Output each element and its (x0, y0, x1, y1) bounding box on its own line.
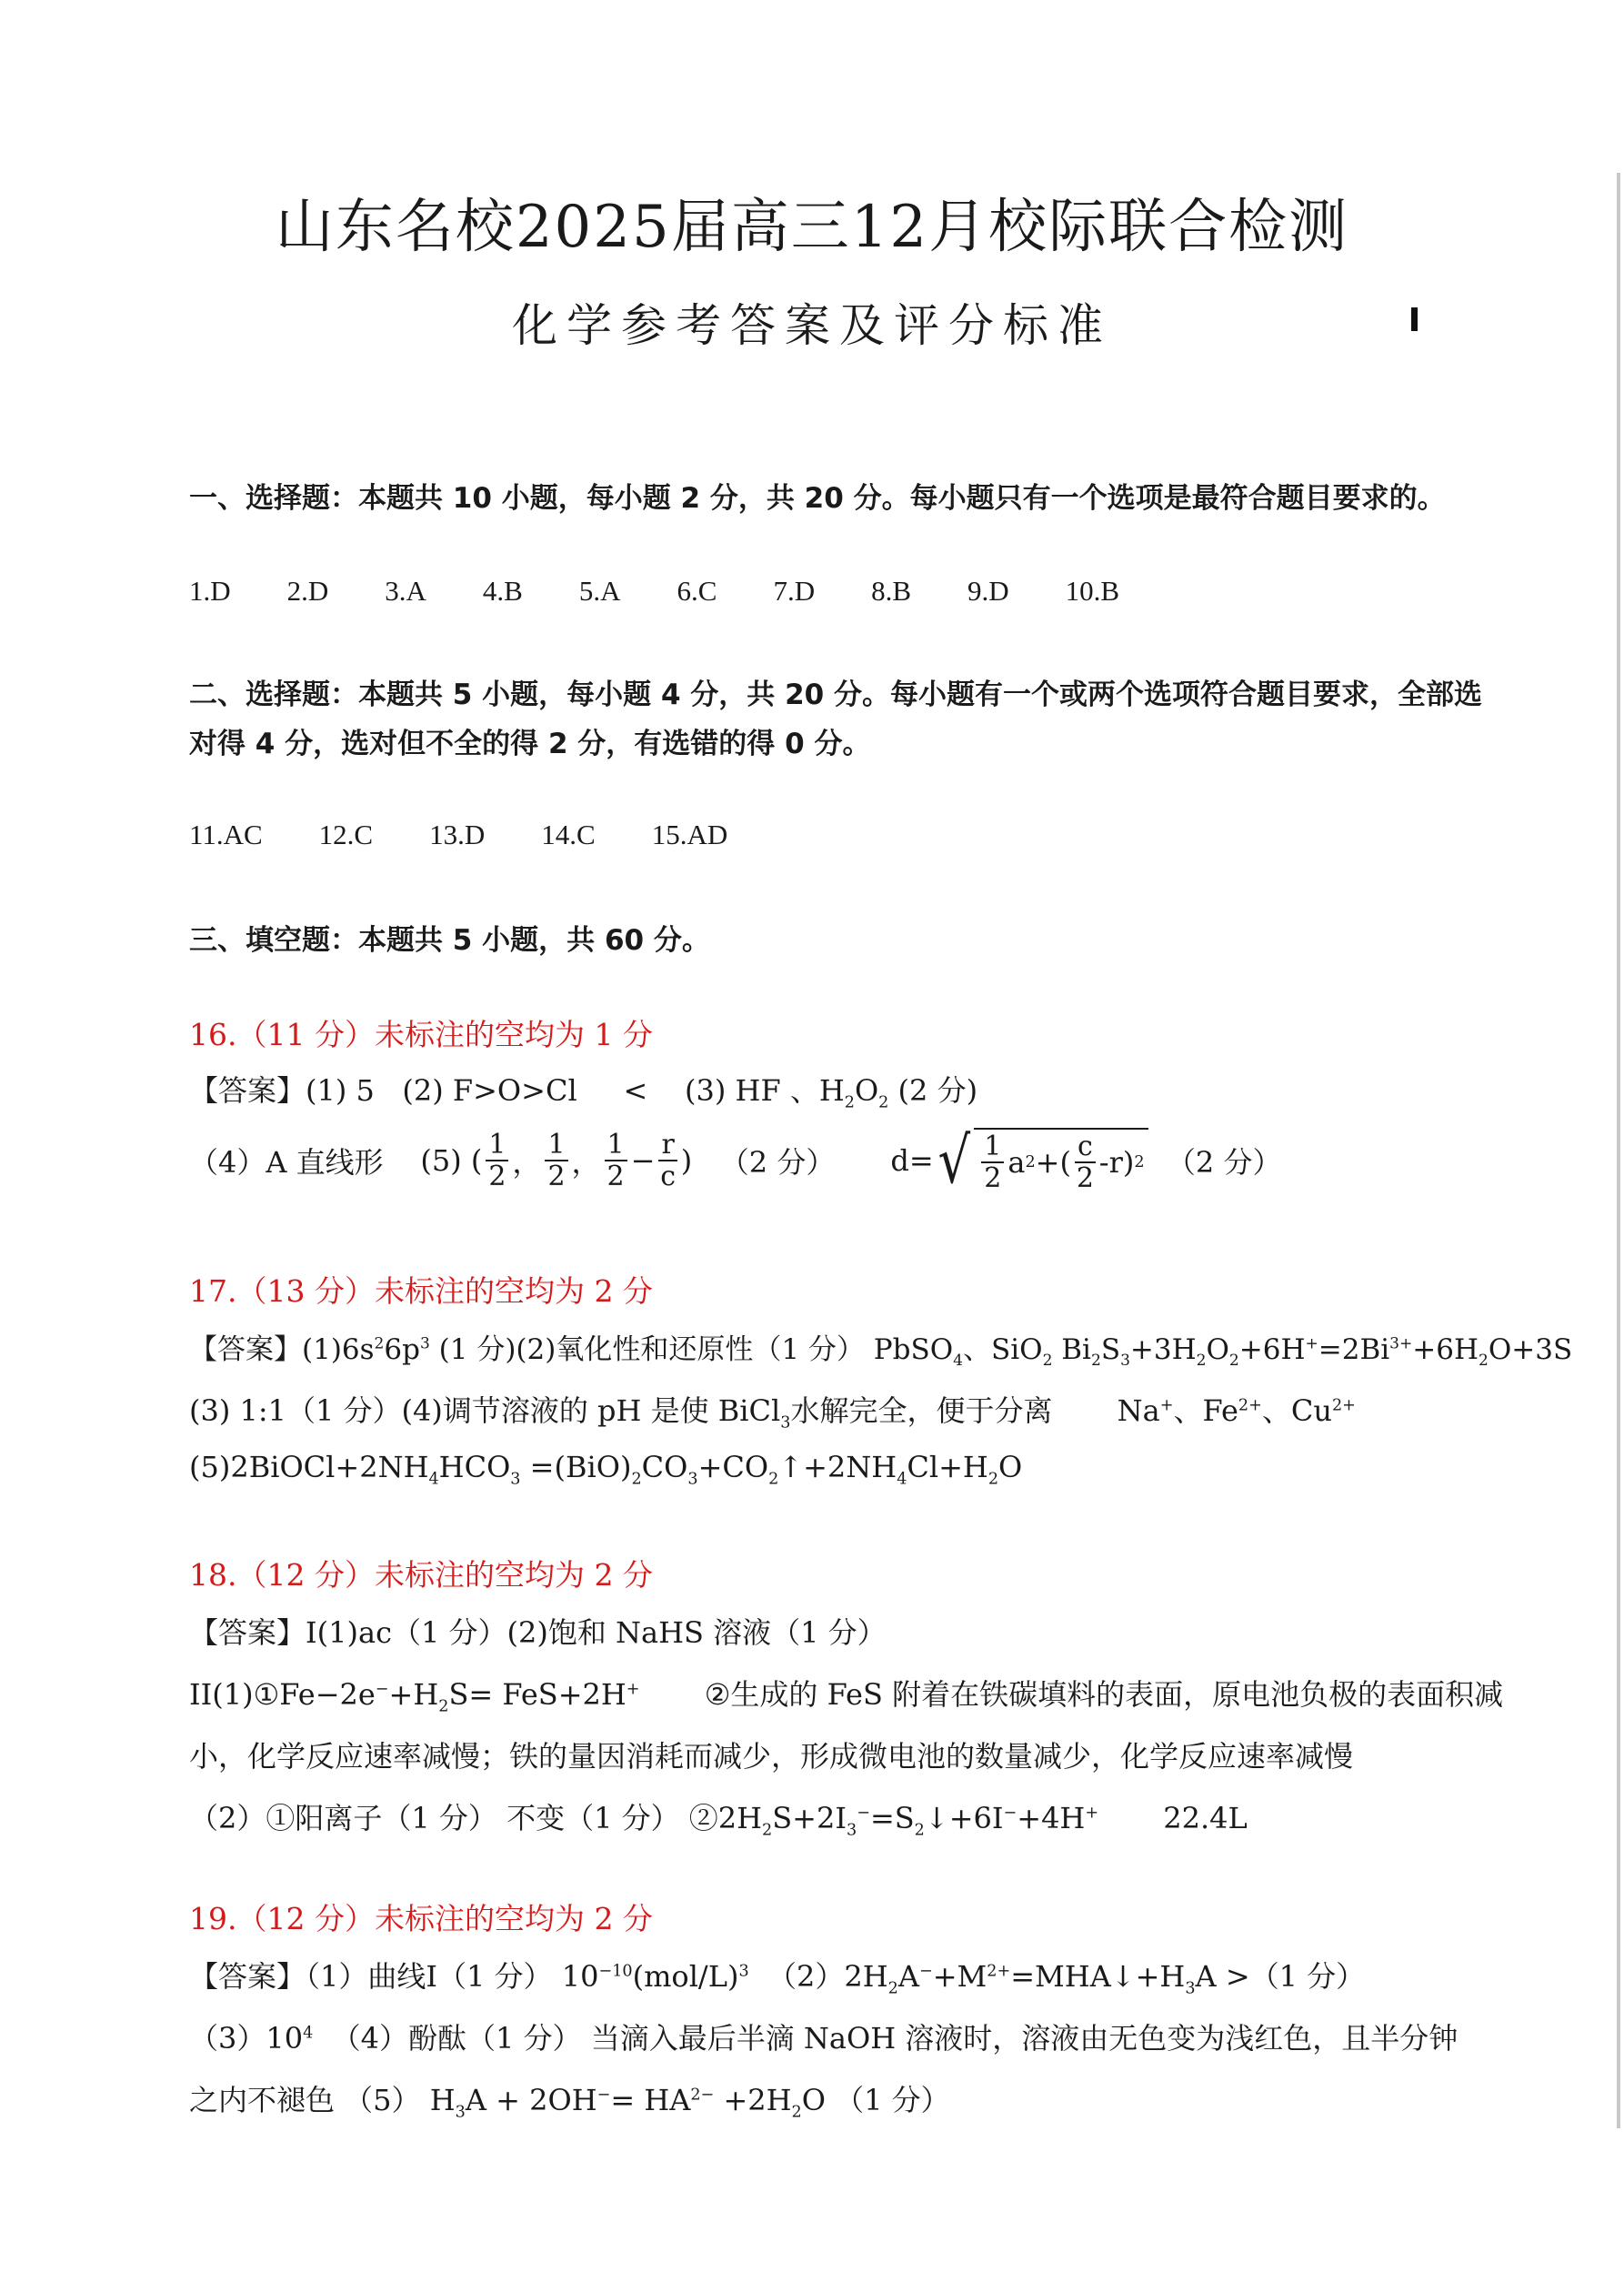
answer-item: 6.C (677, 575, 717, 607)
page-edge-line (1617, 173, 1620, 2128)
answer-item: 13.D (429, 819, 486, 850)
answer-item: 3.A (385, 575, 426, 607)
q17-line3: $(5)2BiOCl+2NH_4HCO_3$ $=(BiO)_2CO_3+CO_2↑+2NH_4Cl+H_2O$ (189, 1450, 1023, 1489)
q18-line1: 【答案】Ⅰ(1)ac（1 分）(2)饱和 NaHS 溶液（1 分） (189, 1615, 887, 1650)
q17-line1: 【答案】$(1)6s^26p^3$ (1 分)(2)氧化性和还原性（1 分） PbSO$_4$、SiO$_2$ $Bi_2S_3+3H_2O_2+6H^+=2Bi^{3+}+6H_2O+3S$ (189, 1333, 1573, 1371)
answer-item: 10.B (1065, 575, 1120, 607)
sqrt-icon: √ (937, 1123, 970, 1198)
q18-line4: （2）①阳离子（1 分） 不变（1 分） $②2H_2S+2I_3^-=S_2↓+6I^-+4H^+$ 22.4L (189, 1801, 1248, 1840)
fraction: $\frac{1}{2}$ (605, 1130, 627, 1191)
answer-item: 15.AD (651, 819, 728, 850)
section2-heading-line2: 对得 4 分，选对但不全的得 2 分，有选错的得 0 分。 (189, 728, 871, 760)
page-title: 山东名校2025届高三12月校际联合检测 (275, 194, 1349, 261)
answer-item: 2.D (286, 575, 329, 607)
page-subtitle: 化学参考答案及评分标准 (512, 299, 1112, 352)
cursor-marker (1411, 307, 1418, 331)
q19-line3: 之内不褪色 （5） $H_3A + 2OH^-= HA^{2-} +2H_2O$ （1 分） (189, 2083, 950, 2122)
q16-line2: （4）A 直线形 (5) ( $\frac{1}{2}$ ， $\frac{1}{2}$ ， $\frac{1}{2}$ − $\frac{r}{c}$ ) （2 分） d= √ $\frac{1}{2}$ a 2 +( $\frac{c}{2}$ -r) 2 （2 分） (189, 1123, 1282, 1198)
q19-line2: $(3)10^4$ （4）酚酞（1 分） 当滴入最后半滴 NaOH 溶液时，溶液由无色变为浅红色，且半分钟 (189, 2021, 1459, 2056)
answer-item: 5.A (578, 575, 621, 607)
answer-item: 14.C (541, 819, 596, 850)
fraction: $\frac{r}{c}$ (660, 1129, 677, 1192)
answer-label: 【答案】 (189, 1333, 302, 1366)
answer-item: 8.B (871, 575, 912, 607)
answer-item: 9.D (967, 575, 1009, 607)
q16-line1: 【答案】(1) 5 (2) F>O>Cl < (3) HF 、$H_2O_2$ (2 分) (189, 1073, 978, 1112)
section1-heading: 一、选择题：本题共 10 小题，每小题 2 分，共 20 分。每小题只有一个选项是最符合题目要求的。 (189, 482, 1446, 515)
section1-answers (189, 575, 1176, 608)
section3-heading: 三、填空题：本题共 5 小题，共 60 分。 (189, 924, 710, 957)
q17-header: 17.（13 分）未标注的空均为 2 分 (189, 1273, 653, 1309)
answer-label: 【答案】 (189, 1615, 306, 1650)
answer-label: 【答案】 (189, 1959, 306, 1994)
q19-line1: 【答案】（1）曲线Ⅰ（1 分） $10^{-10}(mol/L)^3$ $(2)2H_2A^-+M^{2+}=MHA↓+H_3A >(1$ 分） (189, 1959, 1366, 1998)
q16-header: 16.（11 分）未标注的空均为 1 分 (189, 1017, 653, 1052)
q18-header: 18.（12 分）未标注的空均为 2 分 (189, 1557, 653, 1593)
q19-header: 19.（12 分）未标注的空均为 2 分 (189, 1901, 653, 1936)
answer-item: 7.D (773, 575, 816, 607)
answer-item: 12.C (318, 819, 374, 850)
answer-item: 4.B (482, 575, 523, 607)
q17-line2: (3) 1:1（1 分）(4)调节溶液的 pH 是使 BiCl$_3$水解完全，便于分离 Na+、$Fe^{2+}$、$Cu^{2+}$ (189, 1393, 1356, 1432)
q18-line3: 小，化学反应速率减慢；铁的量因消耗而减少，形成微电池的数量减少，化学反应速率减慢 (189, 1739, 1354, 1774)
fraction: $\frac{1}{2}$ (545, 1130, 567, 1191)
sqrt-expression: √ $\frac{1}{2}$ a 2 +( $\frac{c}{2}$ -r) 2 (934, 1128, 1148, 1193)
answer-item: 11.AC (189, 819, 263, 850)
section2-answers (189, 819, 784, 851)
fraction: $\frac{1}{2}$ (486, 1130, 508, 1191)
section2-heading-line1: 二、选择题：本题共 5 小题，每小题 4 分，共 20 分。每小题有一个或两个选项符合题目要求，全部选 (189, 679, 1483, 711)
q18-line2: $II(1)①Fe-2e^-+H_2S= FeS+2H^+$ ②生成的 FeS 附着在铁碳填料的表面，原电池负极的表面积减 (189, 1677, 1504, 1716)
answer-item: 1.D (189, 575, 231, 607)
answer-label: 【答案】 (189, 1073, 306, 1108)
